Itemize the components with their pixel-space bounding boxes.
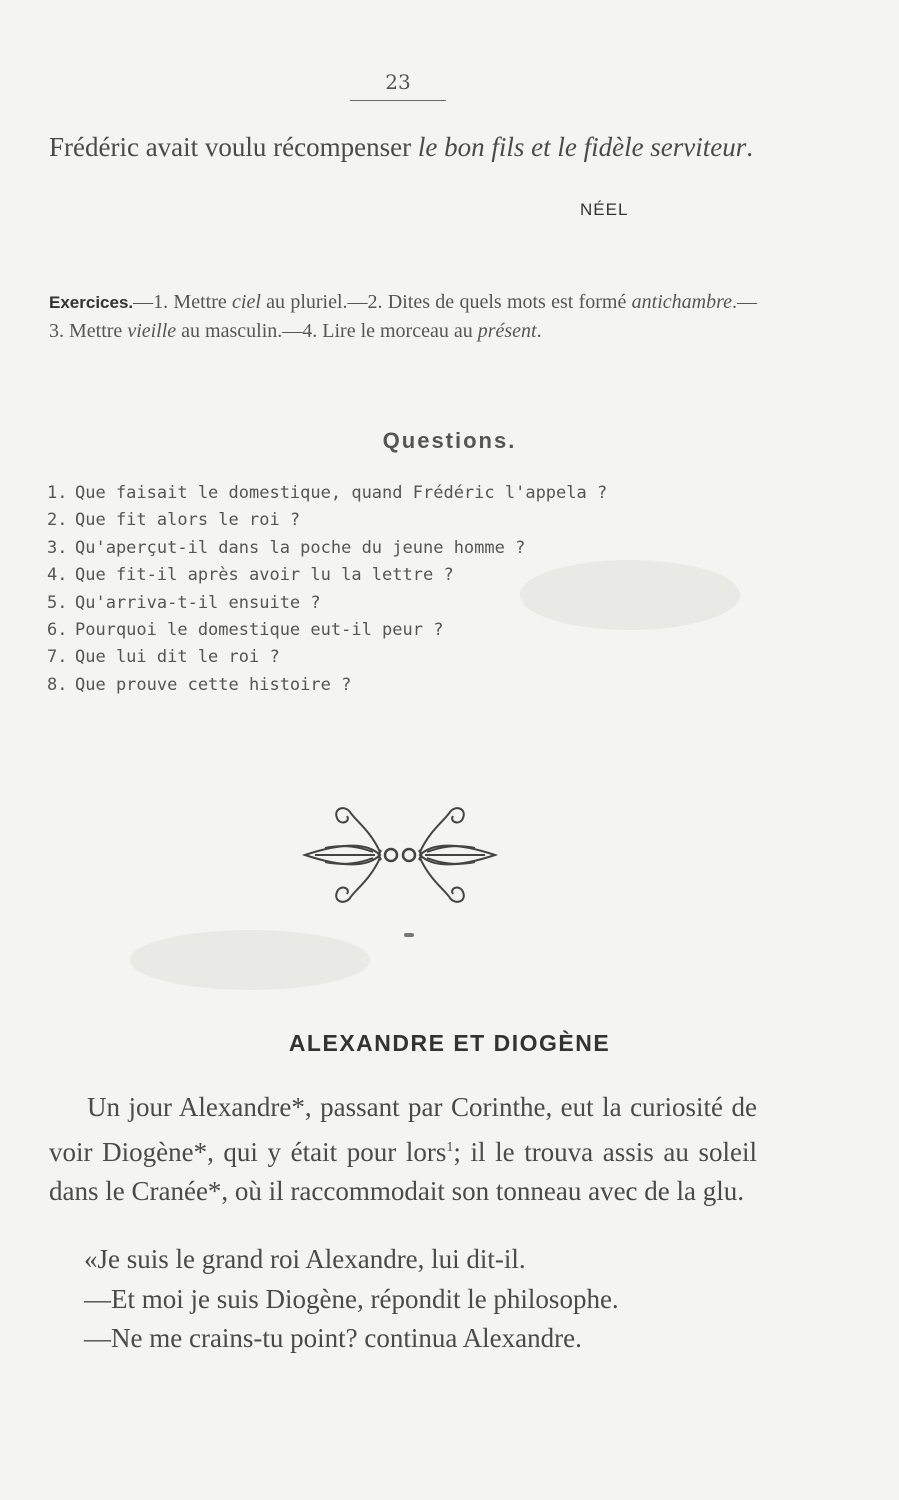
footnote-ref: 1 xyxy=(446,1139,454,1155)
question-text: Que faisait le domestique, quand Frédéric l'appela ? xyxy=(75,483,608,503)
story-title: ALEXANDRE ET DIOGÈNE xyxy=(288,1030,611,1056)
question-number: 5. xyxy=(47,592,68,613)
question-item xyxy=(47,590,607,617)
ink-dot xyxy=(404,933,414,937)
question-item xyxy=(47,535,607,562)
question-text: Que prouve cette histoire ? xyxy=(75,674,352,695)
question-item xyxy=(47,644,607,671)
question-text: Qu'aperçut-il dans la poche du jeune homme ? xyxy=(75,537,526,558)
question-number: 4. xyxy=(47,565,68,586)
dialogue-line: —Et moi je suis Diogène, répondit le philosophe. xyxy=(84,1284,619,1314)
exercises-label: Exercices. xyxy=(49,293,134,312)
question-text: Que lui dit le roi ? xyxy=(75,647,280,668)
question-text: Pourquoi le domestique eut-il peur ? xyxy=(75,620,444,641)
page-number: 23 xyxy=(350,70,446,101)
question-text: Que fit alors le roi ? xyxy=(75,510,301,531)
questions-heading: Questions. xyxy=(382,428,517,453)
scroll-ornament-icon xyxy=(295,800,505,910)
exercise-text: au masculin.—4. Lire le morceau au xyxy=(176,320,478,342)
passage-end-punct: . xyxy=(746,132,754,162)
question-number: 1. xyxy=(47,483,68,503)
exercise-word: présent xyxy=(477,320,537,342)
dialogue-line: —Ne me crains-tu point? continua Alexandre. xyxy=(84,1323,582,1353)
passage-text: Frédéric avait voulu récompenser xyxy=(49,132,418,162)
dialogue-line: «Je suis le grand roi Alexandre, lui dit-il. xyxy=(84,1244,526,1274)
question-number: 6. xyxy=(47,620,68,641)
question-item xyxy=(47,617,607,644)
exercise-word: antichambre xyxy=(631,291,733,313)
question-item xyxy=(47,507,607,534)
exercises xyxy=(49,288,757,346)
passage-end xyxy=(49,126,757,168)
question-number: 7. xyxy=(47,647,68,668)
question-item xyxy=(47,672,607,699)
exercise-word: ciel xyxy=(232,291,261,313)
author-signature: NÉEL xyxy=(580,200,629,219)
question-text: Que fit-il après avoir lu la lettre ? xyxy=(75,565,454,586)
question-number: 8. xyxy=(47,674,68,695)
story-paragraph xyxy=(49,1088,757,1212)
question-number: 2. xyxy=(47,510,68,531)
exercise-text: .—3. Mettre xyxy=(49,291,758,342)
exercise-text: . xyxy=(536,320,542,342)
question-item xyxy=(47,562,607,589)
questions-list xyxy=(47,480,607,699)
story-text: Un jour Alexandre*, passant par Corinthe, eut la curiosité de voir Diogène*, qui y était pour lors xyxy=(49,1092,757,1167)
exercise-word: vieille xyxy=(127,320,177,342)
exercise-text: —1. Mettre xyxy=(133,291,233,313)
story-text: ; il le trouva assis au soleil dans le Cranée*, où il raccommodait son tonneau avec de la glu. xyxy=(49,1136,757,1206)
question-text: Qu'arriva-t-il ensuite ? xyxy=(75,592,321,613)
passage-italic: le bon fils et le fidèle serviteur xyxy=(417,132,747,162)
question-number: 3. xyxy=(47,537,68,558)
question-item xyxy=(47,480,607,507)
exercise-text: au pluriel.—2. Dites de quels mots est formé xyxy=(260,291,632,313)
paper-stain xyxy=(130,930,370,990)
